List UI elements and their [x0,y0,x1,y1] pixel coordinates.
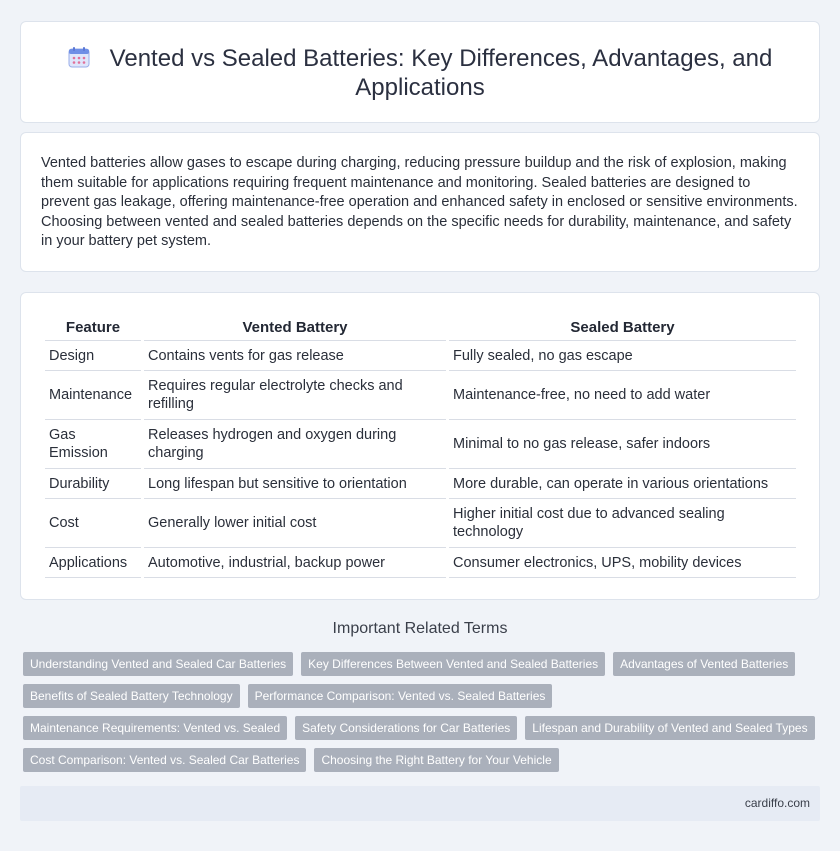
row-sealed: Minimal to no gas release, safer indoors [449,420,796,469]
row-sealed: Fully sealed, no gas escape [449,341,796,371]
comparison-table [42,315,799,578]
intro-paragraph: Vented batteries allow gases to escape during charging, reducing pressure buildup and the risk of explosion, making them suitable for applications requiring frequent maintenance and monitoring. Sealed batteries are designed to prevent gas leakage, offering maintenance-free operation and enhanced safety in enclosed or sensitive environments. Choosing between vented and sealed batteries depends on the specific needs for durability, maintenance, and safety in your battery pet system. [41,155,798,250]
row-feature: Gas Emission [45,420,141,469]
related-tag[interactable]: Cost Comparison: Vented vs. Sealed Car Batteries [23,748,306,772]
related-tag[interactable]: Safety Considerations for Car Batteries [295,716,517,740]
related-tag[interactable]: Maintenance Requirements: Vented vs. Sealed [23,716,287,740]
footer-site[interactable]: cardiffo.com [744,796,810,810]
table-row [45,341,796,371]
intro-card [20,132,820,272]
row-sealed: Higher initial cost due to advanced sealing technology [449,499,796,548]
row-feature: Design [45,341,141,371]
related-tag[interactable]: Key Differences Between Vented and Sealed Batteries [301,652,605,676]
table-row [45,499,796,548]
row-feature: Maintenance [45,371,141,420]
footer [20,786,820,821]
comparison-table-card [20,292,820,600]
related-tag[interactable]: Advantages of Vented Batteries [613,652,795,676]
row-vented: Long lifespan but sensitive to orientation [144,469,446,499]
related-tag[interactable]: Lifespan and Durability of Vented and Sealed Types [525,716,814,740]
table-row [45,469,796,499]
row-vented: Requires regular electrolyte checks and refilling [144,371,446,420]
related-tag[interactable]: Benefits of Sealed Battery Technology [23,684,240,708]
page-title: Vented vs Sealed Batteries: Key Differences, Advantages, and Applications [109,45,773,101]
related-tag[interactable]: Understanding Vented and Sealed Car Batteries [23,652,293,676]
row-sealed: More durable, can operate in various orientations [449,469,796,499]
header-sealed: Sealed Battery [449,315,796,341]
related-tag[interactable]: Choosing the Right Battery for Your Vehicle [314,748,558,772]
row-sealed: Maintenance-free, no need to add water [449,371,796,420]
row-vented: Automotive, industrial, backup power [144,548,446,578]
related-terms-tags [23,652,813,780]
row-feature: Durability [45,469,141,499]
header-vented: Vented Battery [144,315,446,341]
related-terms-title: Important Related Terms [332,620,508,637]
table-header-row [45,315,796,341]
row-feature: Cost [45,499,141,548]
row-vented: Contains vents for gas release [144,341,446,371]
header-card [20,21,820,123]
header-feature: Feature [45,315,141,341]
table-row [45,371,796,420]
related-tag[interactable]: Performance Comparison: Vented vs. Sealed Batteries [248,684,553,708]
page-title-wrap [61,44,779,102]
row-sealed: Consumer electronics, UPS, mobility devices [449,548,796,578]
row-vented: Generally lower initial cost [144,499,446,548]
calendar-icon [68,46,90,68]
row-feature: Applications [45,548,141,578]
table-row [45,420,796,469]
row-vented: Releases hydrogen and oxygen during charging [144,420,446,469]
table-row [45,548,796,578]
